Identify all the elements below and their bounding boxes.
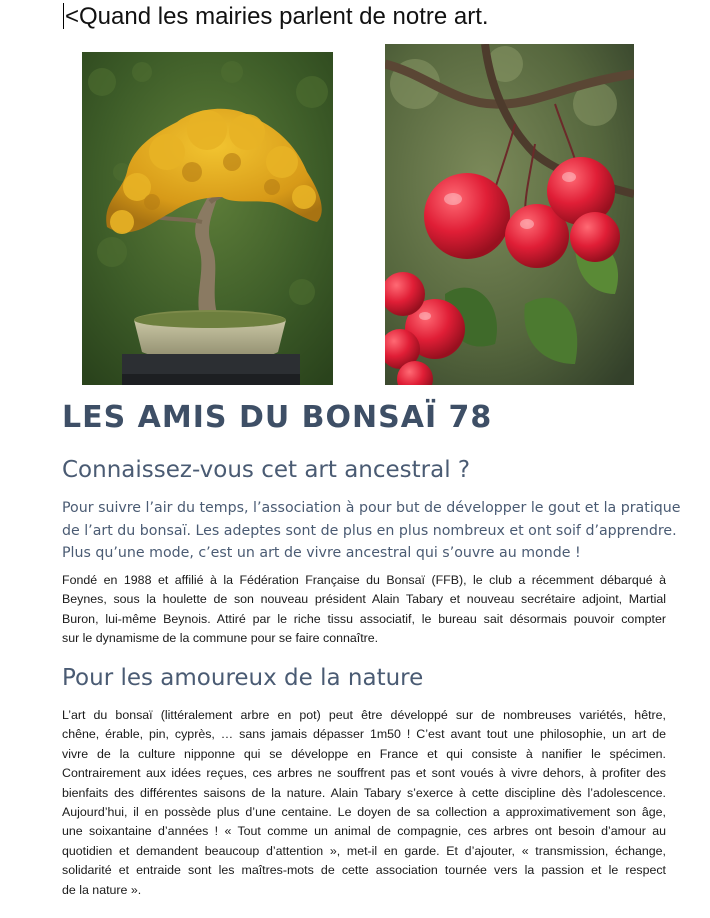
bonsai-photo [82, 52, 333, 385]
paragraph-line: Contrairement aux idées reçues, ces arbres ne souffrent pas et sont voués à vivre dehors, à profiter des [62, 766, 666, 781]
paragraph-line: quotidien et demandent beaucoup d’attention », met-il en garde. Et d’ajouter, « transmission, échange, [62, 843, 666, 858]
paragraph-line: Aujourd’hui, il en possède plus d’une centaine. Le doyen de sa collection a approximativement son âge, [62, 805, 666, 820]
paragraph-line: une soixantaine d’années ! « Tout comme un animal de compagnie, ces arbres ont besoin d’amour au [62, 824, 666, 839]
header-title: Quand les mairies parlent de notre art. [79, 3, 489, 30]
paragraph-line: de la nature ». [62, 882, 142, 897]
article-title: LES AMIS DU BONSAÏ 78 [62, 400, 493, 435]
paragraph-line: solidarité et entraide sont les maîtres-mots de cette association tournée vers la passion et le respect [62, 863, 666, 878]
paragraph-line: Beynes, sous la houlette de son nouveau président Alain Tabary et nouveau secrétaire adjoint, Martial [62, 592, 666, 607]
lead-line: de l’art du bonsaï. Les adeptes sont de plus en plus nombreux et ont soif d’apprendre. [62, 522, 677, 539]
header-title-line [63, 3, 489, 31]
paragraph-line: Buron, lui-même Beynois. Attiré par le riche tissu associatif, le bureau sait désormais pouvoir compter [62, 611, 666, 626]
paragraph-club-history [62, 571, 666, 649]
section-heading-ancestral-art: Connaissez-vous cet art ancestral ? [62, 457, 471, 483]
paragraph-line: Fondé en 1988 et affilié à la Fédération Française du Bonsaï (FFB), le club a récemment débarqué à [62, 573, 666, 587]
lead-line: Plus qu’une mode, c’est un art de vivre ancestral qui s’ouvre au monde ! [62, 545, 581, 561]
text-cursor [63, 3, 64, 29]
back-marker: < [65, 3, 80, 30]
paragraph-line: chêne, érable, pin, cyprès, … sans jamais dépasser 1m50 ! C’est avant tout une philosophie, un art de [62, 727, 666, 742]
paragraph-line: L’art du bonsaï (littéralement arbre en pot) peut être développé sur de nombreuses variétés, hêtre, [62, 708, 666, 722]
lead-line: Pour suivre l’air du temps, l’association à pour but de développer le gout et la pratique [62, 500, 681, 516]
lead-paragraph [62, 497, 681, 565]
paragraph-line: bienfaits des différentes saisons de la nature. Alain Tabary s’exerce à cette discipline dès l’adolescence. [62, 785, 666, 800]
section-heading-nature-lovers: Pour les amoureux de la nature [62, 665, 424, 691]
crab-apples-photo [385, 44, 634, 385]
paragraph-line: vivre de la culture nipponne qui se développe en France et qui consiste à nanifier le spécimen. [62, 746, 666, 761]
paragraph-line: sur le dynamisme de la commune pour se faire connaître. [62, 631, 379, 646]
paragraph-bonsai-art [62, 706, 666, 900]
